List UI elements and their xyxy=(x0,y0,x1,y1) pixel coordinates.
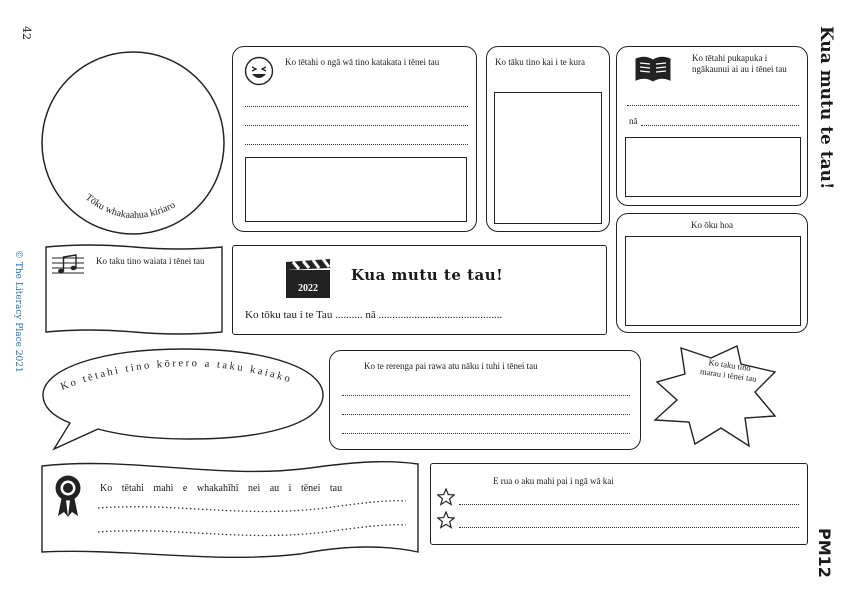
star-outline-icon xyxy=(437,511,455,529)
whakaahua-panel xyxy=(40,50,226,236)
katakata-label: Ko tētahi o ngā wā tino katakata i tēnei tau xyxy=(285,57,440,67)
rerenga-panel xyxy=(329,350,641,450)
music-notes-icon xyxy=(52,252,84,278)
pukapuka-panel xyxy=(616,46,808,206)
hoa-panel xyxy=(616,213,808,333)
writing-line[interactable] xyxy=(459,504,799,505)
writing-line[interactable] xyxy=(342,433,630,434)
korero-speech-bubble xyxy=(40,345,326,451)
wawata-panel xyxy=(430,463,808,545)
kai-panel xyxy=(486,46,610,232)
banner-line[interactable]: Ko tōku tau i te Tau .......... nā ............................................. xyxy=(245,309,503,321)
side-title: Kua mutu te tau! xyxy=(816,26,836,190)
katakata-drawing-box[interactable] xyxy=(245,157,467,222)
writing-line[interactable] xyxy=(245,144,468,145)
photo-circle xyxy=(40,50,226,236)
banner-title: Kua mutu te tau! xyxy=(351,266,504,284)
marau-starburst xyxy=(651,344,779,448)
copyright-notice: © The Literacy Place 2021 xyxy=(13,250,23,373)
mahi-panel xyxy=(40,458,420,560)
open-book-icon xyxy=(633,53,673,85)
writing-line[interactable] xyxy=(245,106,468,107)
speech-bubble-frame xyxy=(40,345,326,451)
writing-line[interactable] xyxy=(641,125,799,126)
marau-label: Ko taku tino marau i tēnei tau xyxy=(699,357,758,384)
pukapuka-label: Ko tētahi pukapuka i ngākaunui ai au i tēnei tau xyxy=(692,53,787,74)
korero-label: Ko tētahi tino kōrero a taku kaiako xyxy=(59,358,294,393)
waiata-label: Ko taku tino waiata i tēnei tau xyxy=(96,256,205,266)
rosette-icon xyxy=(54,474,82,518)
banner-panel xyxy=(232,245,607,335)
katakata-panel xyxy=(232,46,477,232)
star-outline-icon xyxy=(437,488,455,506)
mahi-label: Ko tētahi mahi e whakahīhī nei au i tēnei tau xyxy=(100,483,343,494)
page-number: 42 xyxy=(20,26,33,40)
hoa-label: Ko ōku hoa xyxy=(691,220,733,230)
page-code: PM12 xyxy=(815,528,834,578)
whakaahua-label: Tōku whakaahua kiriaro xyxy=(83,191,178,222)
pukapuka-writing-box[interactable] xyxy=(625,137,801,197)
clapperboard-icon xyxy=(283,258,333,300)
laughing-face-icon xyxy=(244,56,274,86)
pukapuka-author-label: nā xyxy=(629,116,638,126)
rerenga-label: Ko te rerenga pai rawa atu nāku i tuhi i tēnei tau xyxy=(364,361,538,371)
wavy-banner-frame xyxy=(40,458,420,560)
writing-line[interactable] xyxy=(342,395,630,396)
writing-line[interactable] xyxy=(459,527,799,528)
writing-line[interactable] xyxy=(627,105,799,106)
kai-drawing-box[interactable] xyxy=(494,92,602,224)
wawata-label: E rua o aku mahi pai i ngā wā kai xyxy=(493,476,614,486)
writing-line[interactable] xyxy=(342,414,630,415)
hoa-drawing-box[interactable] xyxy=(625,236,801,326)
writing-line[interactable] xyxy=(245,125,468,126)
banner-year: 2022 xyxy=(298,283,318,294)
kai-label: Ko tāku tino kai i te kura xyxy=(495,57,585,67)
waiata-panel xyxy=(44,244,224,336)
